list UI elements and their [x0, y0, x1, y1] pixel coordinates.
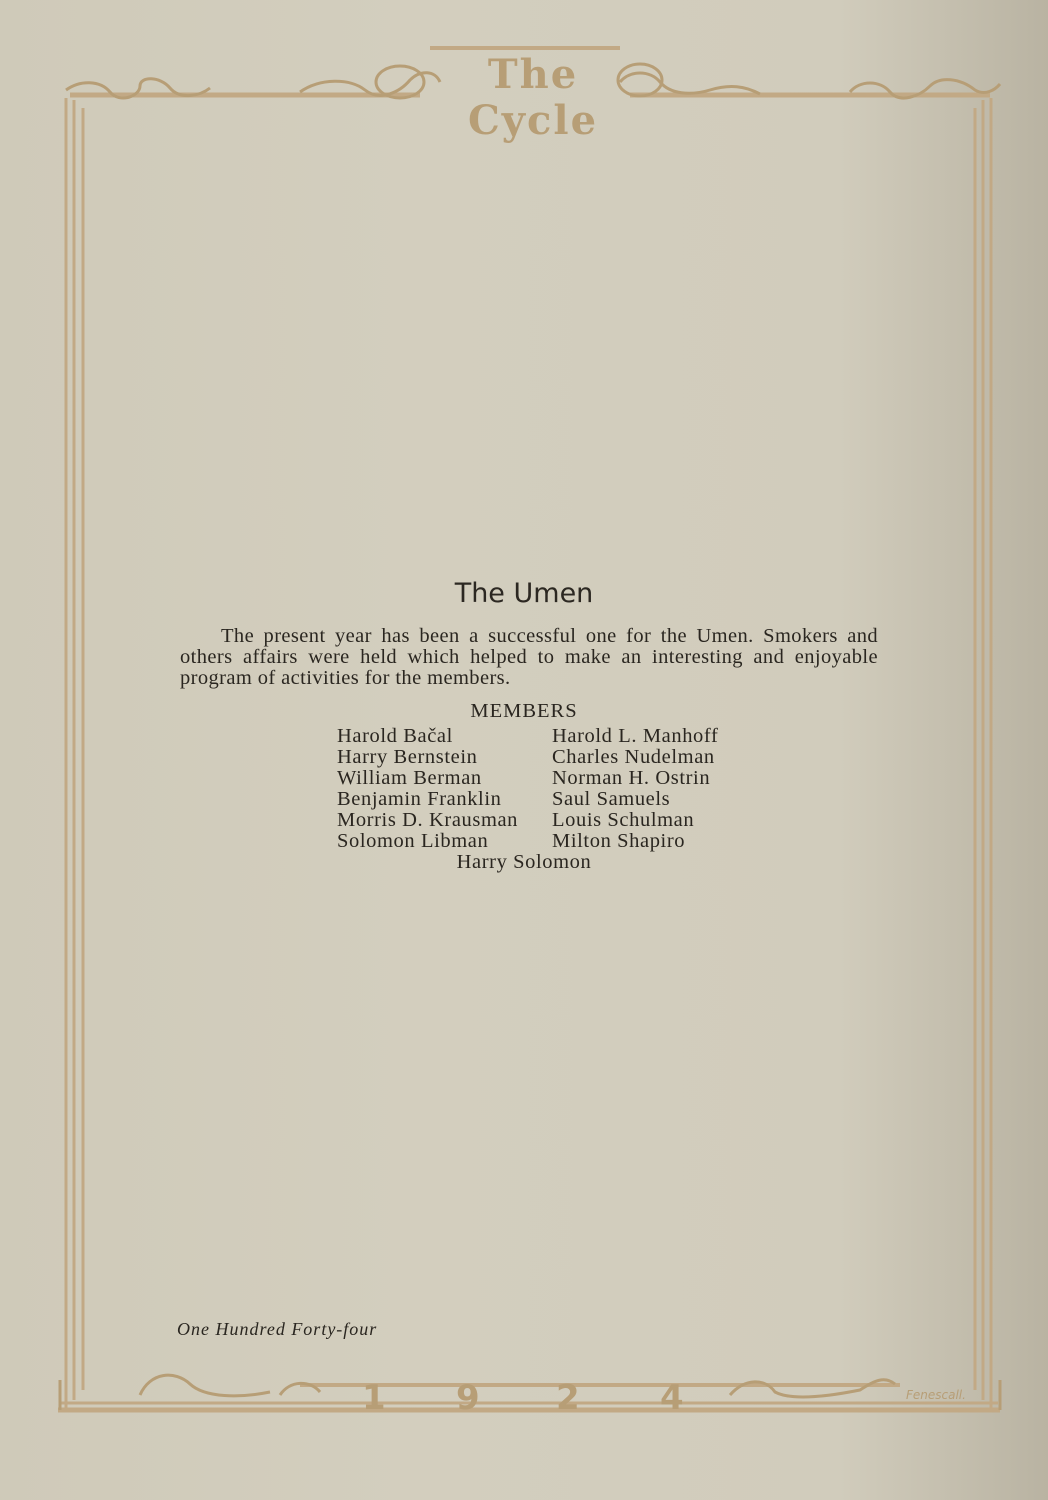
member-name: Charles Nudelman: [552, 746, 715, 768]
member-name: Saul Samuels: [552, 788, 671, 810]
page-header-logo: The Cycle: [467, 51, 599, 144]
article-paragraph: The present year has been a successful one for the Umen. Smokers and others affairs were held which helped to make an interesting and enjoyable program of activities for the members.: [180, 625, 878, 689]
member-name: Harry Bernstein: [337, 746, 478, 768]
member-name: Harold Bačal: [337, 725, 453, 747]
article-heading: The Umen: [454, 578, 594, 609]
member-name: William Berman: [337, 767, 482, 789]
member-name: Norman H. Ostrin: [552, 767, 711, 789]
member-name: Louis Schulman: [552, 809, 695, 831]
member-name-centered: Harry Solomon: [456, 851, 592, 873]
member-name: Solomon Libman: [337, 830, 489, 852]
member-name: Harold L. Manhoff: [552, 725, 719, 747]
artist-signature: Fenescall.: [906, 1388, 966, 1402]
year-digit: 4: [660, 1378, 684, 1418]
page-number: One Hundred Forty-four: [177, 1319, 378, 1339]
year-digit: 9: [456, 1378, 480, 1418]
member-name: Milton Shapiro: [552, 830, 686, 852]
year-digit: 1: [362, 1378, 386, 1418]
member-name: Benjamin Franklin: [337, 788, 502, 810]
member-name: Morris D. Krausman: [337, 809, 519, 831]
members-heading: MEMBERS: [470, 700, 578, 722]
year-digit: 2: [556, 1378, 580, 1418]
